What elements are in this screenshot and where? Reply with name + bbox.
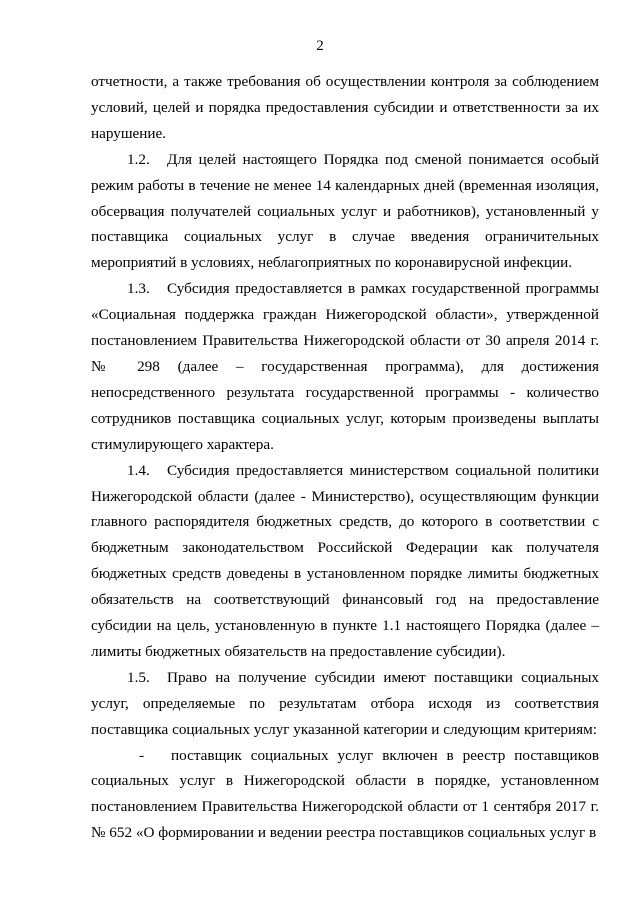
- criteria-list-item: [91, 743, 599, 847]
- paragraph-text: поставщик социальных услуг включен в реестр поставщиков социальных услуг в Нижегородской области в порядке, установленном постановлением Правительства Нижегородской области от 1 сентября 2017 г. № 652 «О формировании и ведении реестра поставщиков социальных услуг в: [91, 746, 599, 842]
- paragraph-1-2: [91, 147, 599, 277]
- paragraph-1-4: [91, 458, 599, 665]
- paragraph-text: отчетности, а также требования об осуществлении контроля за соблюдением условий, целей и порядка предоставления субсидии и ответственности за их нарушение.: [91, 73, 599, 142]
- paragraph-text: Субсидия предоставляется в рамках государственной программы «Социальная поддержка граждан Нижегородской области», утвержденной постановлением Правительства Нижегородской области от 30 апреля 2014 г. № 298 (далее – государственная программа), для достижения непосредственного результата государственной программы - количество сотрудников поставщика социальных услуг, которым произведены выплаты стимулирующего характера.: [91, 280, 599, 453]
- paragraph-1-5: [91, 665, 599, 743]
- page-number: 2: [316, 38, 324, 54]
- list-dash: -: [139, 746, 145, 764]
- paragraph-1-3: [91, 276, 599, 457]
- paragraph-number: 1.5.: [127, 668, 150, 686]
- paragraph-text: Право на получение субсидии имеют поставщики социальных услуг, определяемые по результатам отбора исходя из соответствия поставщика социальных услуг указанной категории и следующим критериям:: [91, 668, 599, 738]
- paragraph-text: Для целей настоящего Порядка под сменой понимается особый режим работы в течение не менее 14 календарных дней (временная изоляция, обсервация получателей социальных услуг и работников), установленный у поставщика социальных услуг в случае введения ограничительных мероприятий в условиях, неблагоприятных по коронавирусной инфекции.: [91, 150, 599, 272]
- paragraph-text: Субсидия предоставляется министерством социальной политики Нижегородской области (далее - Министерство), осуществляющим функции главного распорядителя бюджетных средств, до которого в соответствии с бюджетным законодательством Российской Федерации как получателя бюджетных средств доведены в установленном порядке лимиты бюджетных обязательств на соответствующий финансовый год на предоставление субсидии на цель, установленную в пункте 1.1 настоящего Порядка (далее – лимиты бюджетных обязательств на предоставление субсидии).: [91, 461, 599, 660]
- document-body: [91, 69, 599, 846]
- paragraph-number: 1.3.: [127, 280, 150, 298]
- paragraph-number: 1.2.: [127, 150, 150, 168]
- paragraph-continuation: [91, 69, 599, 147]
- paragraph-number: 1.4.: [127, 461, 150, 479]
